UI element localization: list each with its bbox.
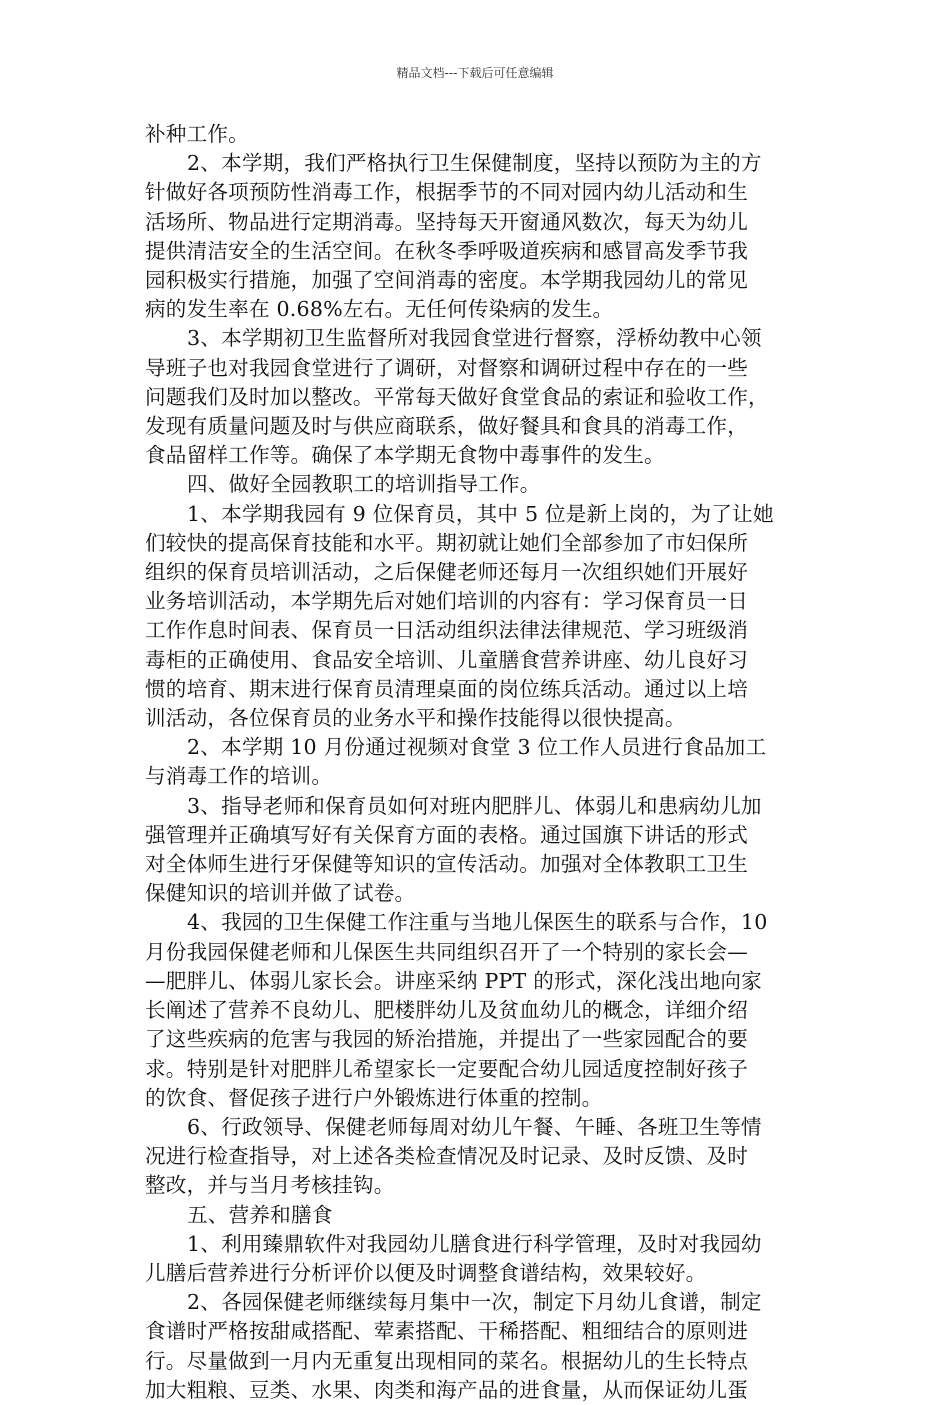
text-line: 补种工作。 <box>145 122 249 146</box>
text-line: 惯的培育、期末进行保育员清理桌面的岗位练兵活动。通过以上培 <box>145 676 749 701</box>
text-line: 对全体师生进行牙保健等知识的宣传活动。加强对全体教职工卫生 <box>145 852 749 877</box>
text-line: 保健知识的培训并做了试卷。 <box>145 881 416 906</box>
text-line: 与消毒工作的培训。 <box>145 764 333 789</box>
text-line: 4、我园的卫生保健工作注重与当地儿保医生的联系与合作，10 <box>187 910 768 935</box>
text-line: 强管理并正确填写好有关保育方面的表格。通过国旗下讲话的形式 <box>145 822 749 847</box>
text-line: 工作作息时间表、保育员一日活动组织法律法律规范、学习班级消 <box>145 618 749 643</box>
text-line: 行。尽量做到一月内无重复出现相同的菜名。根据幼儿的生长特点 <box>145 1348 749 1373</box>
page-header-watermark: 精品文档---下载后可任意编辑 <box>396 66 554 80</box>
text-line: 长阐述了营养不良幼儿、肥楼胖幼儿及贫血幼儿的概念，详细介绍 <box>145 998 749 1023</box>
text-line: 况进行检查指导，对上述各类检查情况及时记录、及时反馈、及时 <box>145 1144 749 1169</box>
text-line: 发现有质量问题及时与供应商联系，做好餐具和食具的消毒工作， <box>145 414 749 439</box>
text-line: 整改，并与当月考核挂钩。 <box>145 1173 395 1198</box>
text-line: 业务培训活动，本学期先后对她们培训的内容有：学习保育员一日 <box>145 589 749 614</box>
text-line: 加大粗粮、豆类、水果、肉类和海产品的进食量，从而保证幼儿蛋 <box>145 1377 749 1402</box>
text-line: 1、本学期我园有 9 位保育员，其中 5 位是新上岗的，为了让她 <box>187 501 774 526</box>
text-line: 2、本学期，我们严格执行卫生保健制度，坚持以预防为主的方 <box>187 151 762 176</box>
text-line: 食谱时严格按甜咸搭配、荤素搭配、干稀搭配、粗细结合的原则进 <box>145 1319 749 1344</box>
text-line: 活场所、物品进行定期消毒。坚持每天开窗通风数次，每天为幼儿 <box>145 209 749 234</box>
text-line: 儿膳后营养进行分析评价以便及时调整食谱结构，效果较好。 <box>145 1260 707 1285</box>
text-line: —肥胖儿、体弱儿家长会。讲座采纳 PPT 的形式，深化浅出地向家 <box>145 968 762 993</box>
text-line: 导班子也对我园食堂进行了调研，对督察和调研过程中存在的一些 <box>145 355 749 380</box>
text-line: 五、营养和膳食 <box>187 1202 333 1227</box>
text-line: 毒柜的正确使用、食品安全培训、儿童膳食营养讲座、幼儿良好习 <box>145 647 749 672</box>
text-line: 组织的保育员培训活动，之后保健老师还每月一次组织她们开展好 <box>145 560 749 585</box>
text-line: 食品留样工作等。确保了本学期无食物中毒事件的发生。 <box>145 443 665 468</box>
text-line: 求。特别是针对肥胖儿希望家长一定要配合幼儿园适度控制好孩子 <box>145 1056 749 1081</box>
text-line: 了这些疾病的危害与我园的矫治措施，并提出了一些家园配合的要 <box>145 1027 749 1052</box>
text-line: 问题我们及时加以整改。平常每天做好食堂食品的索证和验收工作， <box>145 384 769 409</box>
text-line: 2、本学期 10 月份通过视频对食堂 3 位工作人员进行食品加工 <box>187 735 767 760</box>
text-line: 的饮食、督促孩子进行户外锻炼进行体重的控制。 <box>145 1085 603 1110</box>
text-line: 3、本学期初卫生监督所对我园食堂进行督察，浮桥幼教中心领 <box>187 326 762 351</box>
text-line: 们较快的提高保育技能和水平。期初就让她们全部参加了市妇保所 <box>145 530 749 555</box>
text-line: 病的发生率在 0.68%左右。无任何传染病的发生。 <box>145 297 614 322</box>
text-line: 月份我园保健老师和儿保医生共同组织召开了一个特别的家长会— <box>145 939 749 964</box>
text-line: 6、行政领导、保健老师每周对幼儿午餐、午睡、各班卫生等情 <box>187 1114 762 1139</box>
text-line: 针做好各项预防性消毒工作，根据季节的不同对园内幼儿活动和生 <box>145 180 749 205</box>
text-line: 训活动，各位保育员的业务水平和操作技能得以很快提高。 <box>145 706 686 731</box>
text-line: 3、指导老师和保育员如何对班内肥胖儿、体弱儿和患病幼儿加 <box>187 793 762 818</box>
text-line: 2、各园保健老师继续每月集中一次，制定下月幼儿食谱，制定 <box>187 1290 762 1315</box>
text-line: 提供清洁安全的生活空间。在秋冬季呼吸道疾病和感冒高发季节我 <box>145 238 749 263</box>
text-line: 园积极实行措施，加强了空间消毒的密度。本学期我园幼儿的常见 <box>145 268 749 293</box>
document-body <box>145 120 810 1405</box>
text-line: 1、利用臻鼎软件对我园幼儿膳食进行科学管理，及时对我园幼 <box>187 1231 762 1256</box>
text-line: 四、做好全园教职工的培训指导工作。 <box>187 472 541 497</box>
